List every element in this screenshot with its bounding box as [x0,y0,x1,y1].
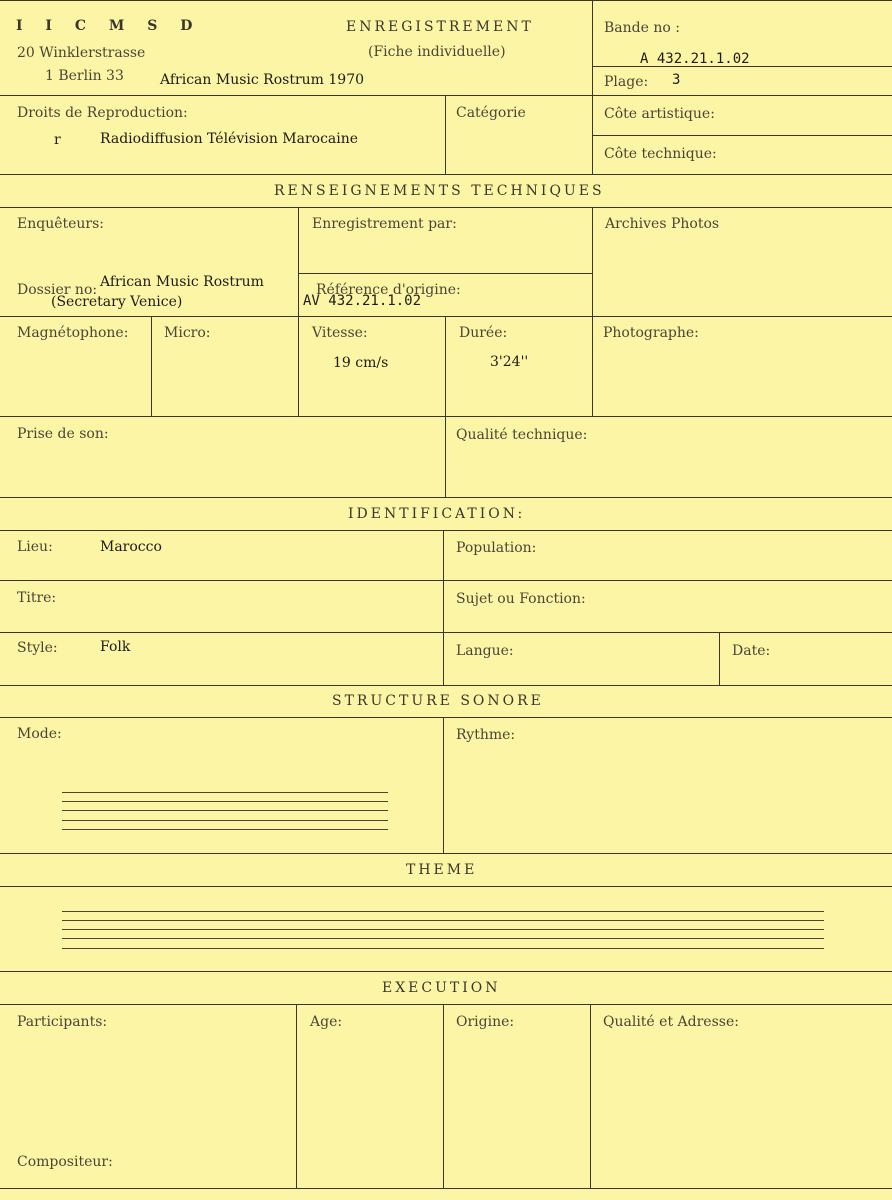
rule [0,685,892,686]
staff-line [62,820,388,821]
plage-label: Plage: [604,74,649,90]
prise-de-son-label: Prise de son: [17,426,109,442]
rule [298,207,299,416]
rule [0,207,892,208]
lieu-value: Marocco [100,539,162,555]
vitesse-label: Vitesse: [312,325,368,341]
rule [0,530,892,531]
collection-title: African Music Rostrum 1970 [160,72,365,88]
magnetophone-label: Magnétophone: [17,325,129,341]
style-label: Style: [17,640,58,656]
staff-line [62,920,824,921]
droits-prefix: r [54,132,61,148]
staff-line [62,911,824,912]
rythme-label: Rythme: [456,727,516,743]
address-line-2: 1 Berlin 33 [45,68,124,84]
rule [445,316,446,497]
cote-artistique-label: Côte artistique: [604,106,715,122]
form-title: ENREGISTREMENT [346,19,534,35]
staff-line [62,792,388,793]
form-subtitle: (Fiche individuelle) [368,44,506,60]
rule [0,0,892,1]
rule [0,886,892,887]
origine-label: Origine: [456,1014,515,1030]
staff-line [62,829,388,830]
rule [0,853,892,854]
bande-label: Bande no : [604,20,680,36]
section-identification: IDENTIFICATION: [348,506,526,522]
population-label: Population: [456,540,537,556]
rule [151,316,152,416]
rule [719,632,720,685]
section-renseignements: RENSEIGNEMENTS TECHNIQUES [274,183,605,199]
iicmsd-logo: I I C M S D [16,18,202,34]
droits-value: Radiodiffusion Télévision Marocaine [100,131,359,147]
rule [592,135,892,136]
rule [296,1004,297,1188]
rule [590,1004,591,1188]
cote-technique-label: Côte technique: [604,146,717,162]
dossier-value-1: African Music Rostrum [100,274,264,290]
rule [592,0,593,174]
qualite-technique-label: Qualité technique: [456,427,588,443]
address-line-1: 20 Winklerstrasse [17,45,146,61]
rule [592,207,593,416]
rule [0,717,892,718]
rule [0,580,892,581]
dossier-label: Dossier no: [17,282,98,298]
rule [0,416,892,417]
enqueteurs-label: Enquêteurs: [17,216,105,232]
staff-line [62,948,824,949]
plage-value: 3 [672,72,681,88]
staff-line [62,810,388,811]
staff-line [62,929,824,930]
mode-label: Mode: [17,726,62,742]
qualite-adresse-label: Qualité et Adresse: [603,1014,739,1030]
staff-line [62,938,824,939]
compositeur-label: Compositeur: [17,1154,113,1170]
categorie-label: Catégorie [456,105,526,121]
staff-line [62,801,388,802]
section-execution: EXECUTION [382,980,501,996]
rule [0,1188,892,1189]
duree-value: 3'24'' [490,354,529,370]
rule [443,1004,444,1188]
enregistrement-par-label: Enregistrement par: [312,216,457,232]
archives-photos-label: Archives Photos [605,216,720,232]
date-label: Date: [732,643,771,659]
style-value: Folk [100,639,131,655]
participants-label: Participants: [17,1014,108,1030]
rule [0,497,892,498]
rule [0,174,892,175]
vitesse-value: 19 cm/s [333,355,389,371]
section-theme: THEME [406,862,478,878]
duree-label: Durée: [459,325,508,341]
bande-value: A 432.21.1.02 [640,51,750,67]
rule [298,273,592,274]
reference-label: Référence d'origine: [316,282,461,298]
micro-label: Micro: [164,325,211,341]
langue-label: Langue: [456,643,514,659]
rule [445,95,446,174]
droits-label: Droits de Reproduction: [17,105,188,121]
rule [443,717,444,853]
rule [0,95,892,96]
rule [0,1004,892,1005]
age-label: Age: [310,1014,343,1030]
dossier-value-2: (Secretary Venice) [51,294,183,310]
section-structure-sonore: STRUCTURE SONORE [332,693,544,709]
rule [443,530,444,685]
photographe-label: Photographe: [603,325,699,341]
rule [0,971,892,972]
lieu-label: Lieu: [17,539,53,555]
rule [0,316,892,317]
titre-label: Titre: [17,590,57,606]
sujet-label: Sujet ou Fonction: [456,591,586,607]
rule [0,632,892,633]
reference-value: AV 432.21.1.02 [303,293,422,309]
